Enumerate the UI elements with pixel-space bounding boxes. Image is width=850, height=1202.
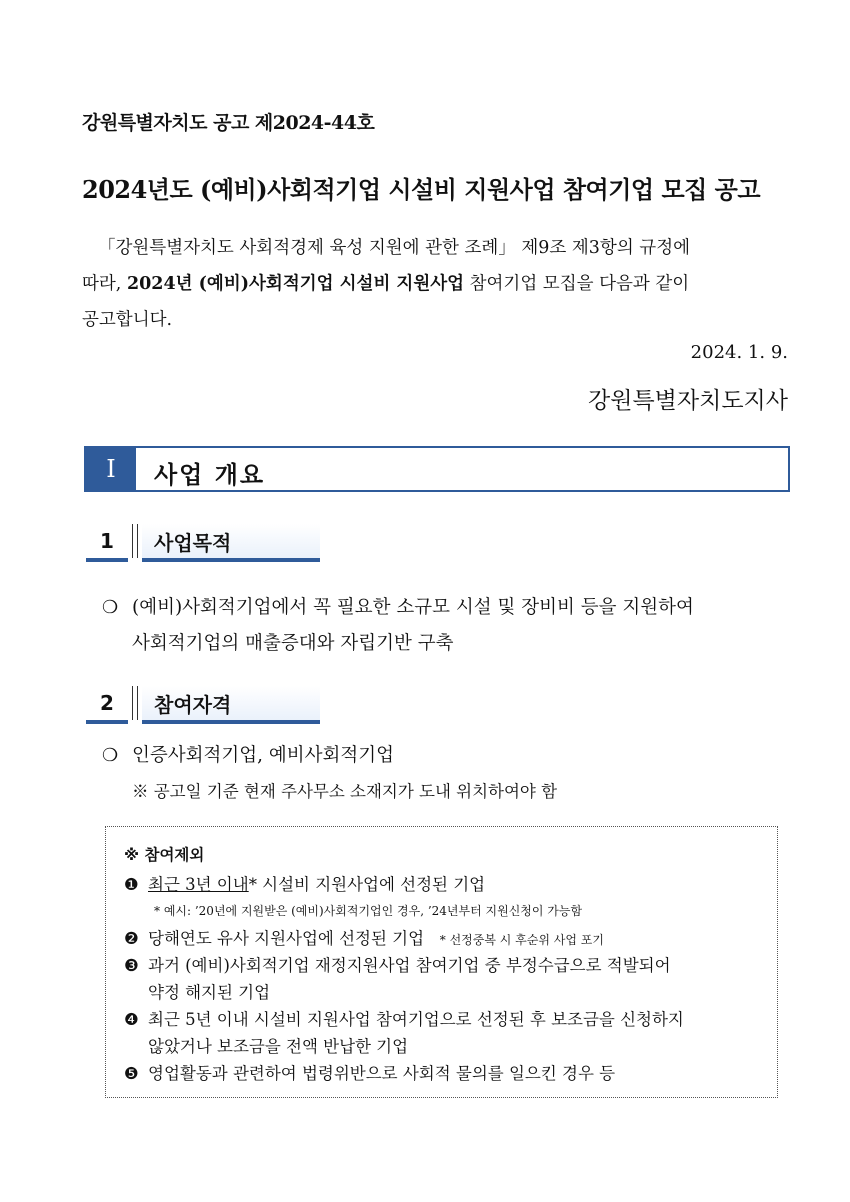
exclusion-item-2 <box>124 925 604 949</box>
purpose-line-1: (예비)사회적기업에서 꼭 필요한 소규모 시설 및 장비비 등을 지원하여 <box>132 597 694 618</box>
number-marker: ❹ <box>124 1010 139 1029</box>
eligibility-line-1: 인증사회적기업, 예비사회적기업 <box>132 745 394 766</box>
purpose-line-2: 사회적기업의 매출증대와 자립기반 구축 <box>132 633 454 654</box>
underlined-text: 최근 3년 이내 <box>148 875 249 894</box>
intro-line-2 <box>82 266 788 302</box>
eligibility-note: ※ 공고일 기준 현재 주사무소 소재지가 도내 위치하여야 함 <box>132 782 558 801</box>
item-small-note: * 선정중복 시 후순위 사업 포기 <box>439 933 604 947</box>
purpose-bullet <box>102 590 694 662</box>
document-title: 2024년도 (예비)사회적기업 시설비 지원사업 참여기업 모집 공고 <box>82 175 761 204</box>
issuer: 강원특별자치도지사 <box>588 388 788 414</box>
number-marker: ❸ <box>124 956 139 975</box>
intro-line-2-post: 참여기업 모집을 다음과 같이 <box>464 274 690 294</box>
item-text: 최근 5년 이내 시설비 지원사업 참여기업으로 선정된 후 보조금을 신청하지 <box>148 1010 684 1029</box>
number-marker: ❷ <box>124 929 139 948</box>
section-number: Ⅰ <box>86 448 136 490</box>
subsection-number: 1 <box>86 524 128 562</box>
notice-number: 강원특별자치도 공고 제2024-44호 <box>82 112 375 134</box>
exclusion-item-4 <box>124 1006 684 1030</box>
exclusion-box <box>105 826 778 1098</box>
exclusion-item-1 <box>124 871 485 895</box>
intro-line-2-bold: 2024년 (예비)사회적기업 시설비 지원사업 <box>126 274 465 294</box>
number-marker: ❶ <box>124 875 139 894</box>
eligibility-bullet <box>102 738 394 774</box>
item-text: 과거 (예비)사회적기업 재정지원사업 참여기업 중 부정수급으로 적발되어 <box>148 956 671 975</box>
exclusion-item-4-cont: 않았거나 보조금을 전액 반납한 기업 <box>148 1037 409 1056</box>
divider <box>132 524 138 558</box>
notice-date: 2024. 1. 9. <box>690 342 788 363</box>
item-text: 당해연도 유사 지원사업에 선정된 기업 <box>148 929 425 948</box>
subsection-number: 2 <box>86 686 128 724</box>
section-title: 사업 개요 <box>154 461 266 489</box>
exclusion-item-5 <box>124 1060 615 1084</box>
intro-line-2-pre: 따라, <box>82 274 127 294</box>
exclusion-item-3-cont: 약정 해지된 기업 <box>148 983 271 1002</box>
intro-line-3: 공고합니다. <box>82 310 173 330</box>
subsection-header-1 <box>86 524 308 562</box>
subsection-header-2 <box>86 686 308 724</box>
intro-paragraph <box>82 230 788 338</box>
item-text: * 시설비 지원사업에 선정된 기업 <box>248 875 486 894</box>
divider <box>132 686 138 720</box>
section-header <box>84 446 790 492</box>
exclusion-heading: ※ 참여제외 <box>124 846 205 864</box>
item-text: 영업활동과 관련하여 법령위반으로 사회적 물의를 일으킨 경우 등 <box>148 1064 616 1083</box>
subsection-title: 참여자격 <box>142 686 320 724</box>
number-marker: ❺ <box>124 1064 139 1083</box>
exclusion-item-3 <box>124 952 671 976</box>
subsection-title: 사업목적 <box>142 524 320 562</box>
bullet-marker: ❍ <box>102 597 119 618</box>
intro-line-1: 「강원특별자치도 사회적경제 육성 지원에 관한 조례」 제9조 제3항의 규정에 <box>98 238 691 258</box>
bullet-marker: ❍ <box>102 745 119 766</box>
exclusion-example-note: * 예시: ’20년에 지원받은 (예비)사회적기업인 경우, ’24년부터 지원신청이 가능함 <box>154 904 583 918</box>
